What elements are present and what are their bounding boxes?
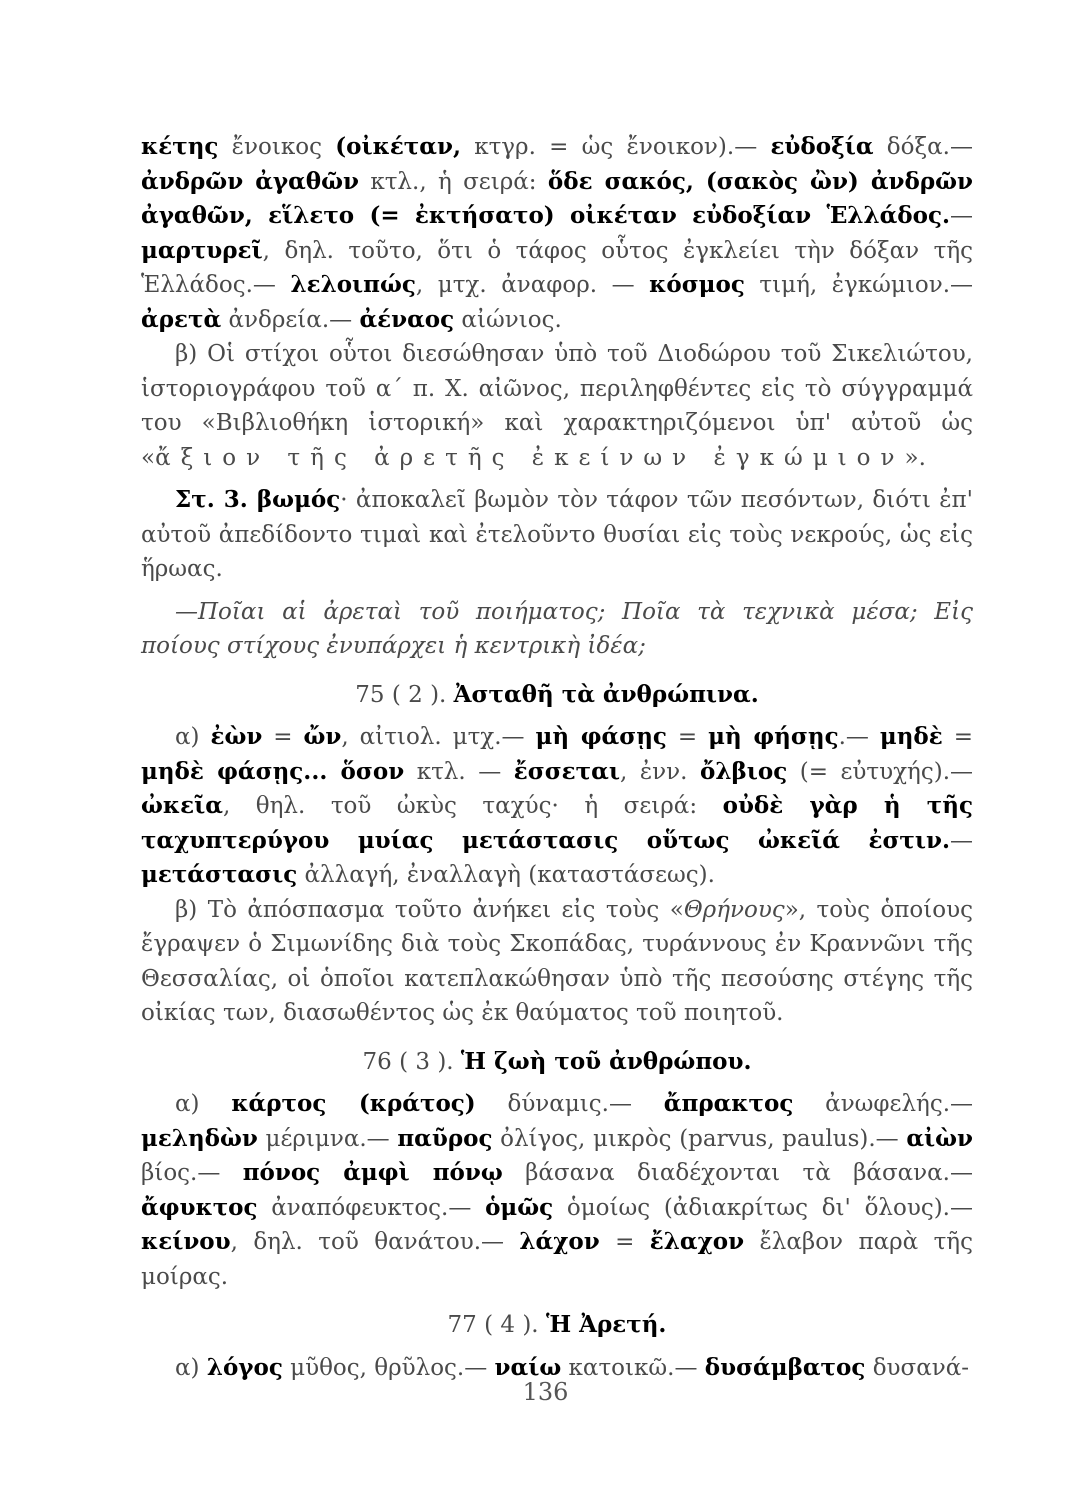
term: ἀρετὰ (141, 305, 222, 333)
term: μαρτυρεῖ (141, 236, 263, 264)
term: μὴ φήσῃς (708, 723, 839, 750)
section-title: Ἡ Ἀρετή. (545, 1311, 667, 1338)
term: βωμός (256, 486, 341, 513)
gloss: κτλ. — (404, 758, 514, 785)
note-text: · ἀποκαλεῖ βωμὸν τὸν τάφον τῶν πεσόντων, διότι ἐπ' αὐτοῦ ἀπεδίδοντο τιμαὶ καὶ ἐτελοῦντο θυσίαι εἰς τοὺς νεκρούς, ὡς εἰς ἥρωας. (141, 487, 973, 582)
gloss: = (942, 724, 973, 750)
gloss: κατοικῶ.— (561, 1354, 705, 1381)
gloss: ἀλλαγή, ἐναλλαγὴ (καταστάσεως). (297, 862, 715, 888)
paragraph-beta-note (141, 337, 973, 475)
term: ἄπρακτος (663, 1090, 794, 1117)
note-text: ». (904, 444, 926, 471)
gloss: μέριμνα.— (257, 1125, 398, 1152)
term: ἀνδρῶν ἀγαθῶν (141, 167, 359, 195)
section-number: 76 ( 3 ). (362, 1048, 461, 1075)
gloss: = (666, 724, 709, 750)
page-body (141, 130, 973, 1385)
gloss: , αἰτιολ. μτχ.— (341, 724, 536, 750)
term: ὠκεῖα (141, 792, 223, 819)
gloss: ἔλαβον παρὰ τῆς μοίρας. (141, 1229, 973, 1290)
spaced-quote: ἄξιον τῆς ἀρετῆς ἐκείνων ἐγκώμιον (155, 444, 905, 471)
term: μεληδὼν (141, 1124, 258, 1152)
term: μηδὲ (879, 723, 943, 750)
gloss: κτλ., ἡ σειρά: (358, 168, 548, 195)
gloss: αἰώνιος. (454, 306, 562, 333)
term: δυσάμβατος (704, 1353, 866, 1381)
term: ὤν (303, 723, 342, 750)
paragraph-verse-3-note (141, 483, 973, 587)
term: ὁμῶς (485, 1193, 554, 1221)
gloss: βάσανα διαδέχονται τὰ βάσανα.— (502, 1160, 973, 1186)
gloss: (= εὐτυχής).— (787, 758, 974, 785)
gloss: , θηλ. τοῦ ὠκὺς ταχύς· ἡ σειρά: (222, 793, 723, 819)
gloss: μῦθος, θρῦλος.— (282, 1354, 495, 1381)
gloss: ὀλίγος, μικρὸς (parvus, paulus).— (492, 1125, 907, 1152)
gloss: τιμή, ἐγκώμιον.— (744, 272, 974, 298)
gloss: — (950, 827, 973, 854)
gloss: , μτχ. ἀναφορ. — (415, 272, 650, 298)
term: (οἰκέταν, (335, 133, 461, 160)
gloss: ἀνωφελής.— (793, 1091, 974, 1117)
section-heading-76 (141, 1045, 973, 1080)
section-number: 77 ( 4 ). (447, 1312, 546, 1338)
gloss: — (950, 203, 973, 229)
term: παῦρος (397, 1124, 493, 1152)
term: κείνου (141, 1228, 231, 1255)
term: εὐδοξία (770, 133, 874, 160)
term: λελοιπώς (290, 271, 416, 298)
term: ἄφυκτος (141, 1193, 258, 1221)
gloss: = (262, 724, 304, 750)
gloss: βίος.— (141, 1160, 243, 1186)
section-title: Ἡ ζωὴ τοῦ ἀνθρώπου. (460, 1047, 752, 1075)
word-order-text: ὅδε σακός, (σακὸς ὢν) ἀνδρῶν ἀγαθῶν, εἵλετο (= ἐκτήσατο) οἰκέταν εὐδοξίαν Ἑλλάδος. (141, 167, 973, 229)
term: κόσμος (649, 271, 745, 298)
paragraph-76-alpha (141, 1087, 973, 1294)
term: μετάστασις (141, 861, 298, 888)
gloss: δυσανά- (865, 1354, 970, 1381)
term: μηδὲ φάσῃς... ὅσον (141, 757, 405, 785)
gloss: δόξα.— (873, 134, 973, 160)
gloss: , δηλ. τοῦ θανάτου.— (230, 1229, 520, 1255)
section-heading-77 (141, 1308, 973, 1343)
gloss: ἀνδρεία.— (221, 306, 360, 333)
gloss: ἔνοικος (218, 134, 336, 160)
term: μὴ φάσῃς (535, 723, 667, 750)
term: κέτης (141, 133, 219, 160)
section-heading-75 (141, 678, 973, 713)
note-text: β) Οἱ στίχοι οὗτοι διεσώθησαν ὑπὸ τοῦ Διοδώρου τοῦ Σικελιώτου, ἱστοριογράφου τοῦ α΄ π. Χ. αἰῶνος, περιληφθέντες εἰς τὸ σύγγραμμά του «Βιβλιοθήκη ἱστορική» καὶ χαρακτηριζόμενοι ὑπ' αὐτοῦ ὡς « (141, 341, 973, 471)
term: αἰὼν (906, 1124, 973, 1152)
italic-title: Θρήνους (683, 896, 785, 923)
gloss: ὁμοίως (ἀδιακρίτως δι' ὅλους).— (553, 1194, 973, 1221)
item-label: α) (175, 1091, 232, 1117)
note-text: », τοὺς ὁποίους ἔγραψεν ὁ Σιμωνίδης διὰ τοὺς Σκοπάδας, τυράννους ἐν Κραννῶνι τῆς Θεσσαλίας, οἱ ὁποῖοι κατεπλακώθησαν ὑπὸ τῆς πεσούσης στέγης τῆς οἰκίας των, διασωθέντος ὡς ἐκ θαύματος τοῦ ποιητοῦ. (141, 896, 973, 1026)
term: λόγος (206, 1353, 283, 1381)
word-order-text: οὐδὲ γὰρ ἡ τῆς ταχυπτερύγου μυίας μετάστασις οὕτως ὠκεῖά ἐστιν. (141, 792, 974, 854)
term: ἐὼν (210, 723, 263, 750)
note-text: β) Τὸ ἀπόσπασμα τοῦτο ἀνήκει εἰς τοὺς « (175, 896, 684, 923)
term: ναίω (494, 1353, 562, 1381)
page-number: 136 (522, 1378, 569, 1406)
paragraph-75-beta (141, 893, 973, 1031)
term: ἀέναος (359, 305, 455, 333)
gloss: ἀναπόφευκτος.— (257, 1194, 486, 1221)
term: ἔλαχον (649, 1228, 745, 1255)
verse-label: Στ. 3. (175, 486, 257, 513)
gloss: δύναμις.— (475, 1091, 664, 1117)
section-title: Ἀσταθῆ τὰ ἀνθρώπινα. (453, 680, 759, 708)
paragraph-questions: —Ποῖαι αἱ ἀρεταὶ τοῦ ποιήματος; Ποῖα τὰ τεχνικὰ μέσα; Εἰς ποίους στίχους ἐνυπάρχει ἡ κεντρικὴ ἰδέα; (141, 598, 973, 659)
gloss: .— (838, 724, 880, 750)
gloss: , ἐνν. (619, 758, 700, 785)
term: κάρτος (κράτος) (231, 1090, 476, 1117)
section-number: 75 ( 2 ). (355, 681, 454, 708)
paragraph-75-alpha (141, 720, 973, 893)
term: ὄλβιος (699, 757, 788, 785)
gloss: κτγρ. = ὡς ἔνοικον).— (460, 134, 771, 160)
gloss: = (599, 1229, 650, 1255)
item-label: α) (175, 1354, 207, 1381)
item-label: α) (175, 724, 211, 750)
term: λάχον (519, 1228, 600, 1255)
term: πόνος ἀμφὶ πόνῳ (242, 1159, 503, 1186)
term: ἔσσεται (513, 757, 620, 785)
gloss: , δηλ. τοῦτο, ὅτι ὁ τάφος οὗτος ἐγκλείει τὴν δόξαν τῆς Ἑλλάδος.— (141, 237, 973, 298)
paragraph-glossary-intro (141, 130, 973, 337)
